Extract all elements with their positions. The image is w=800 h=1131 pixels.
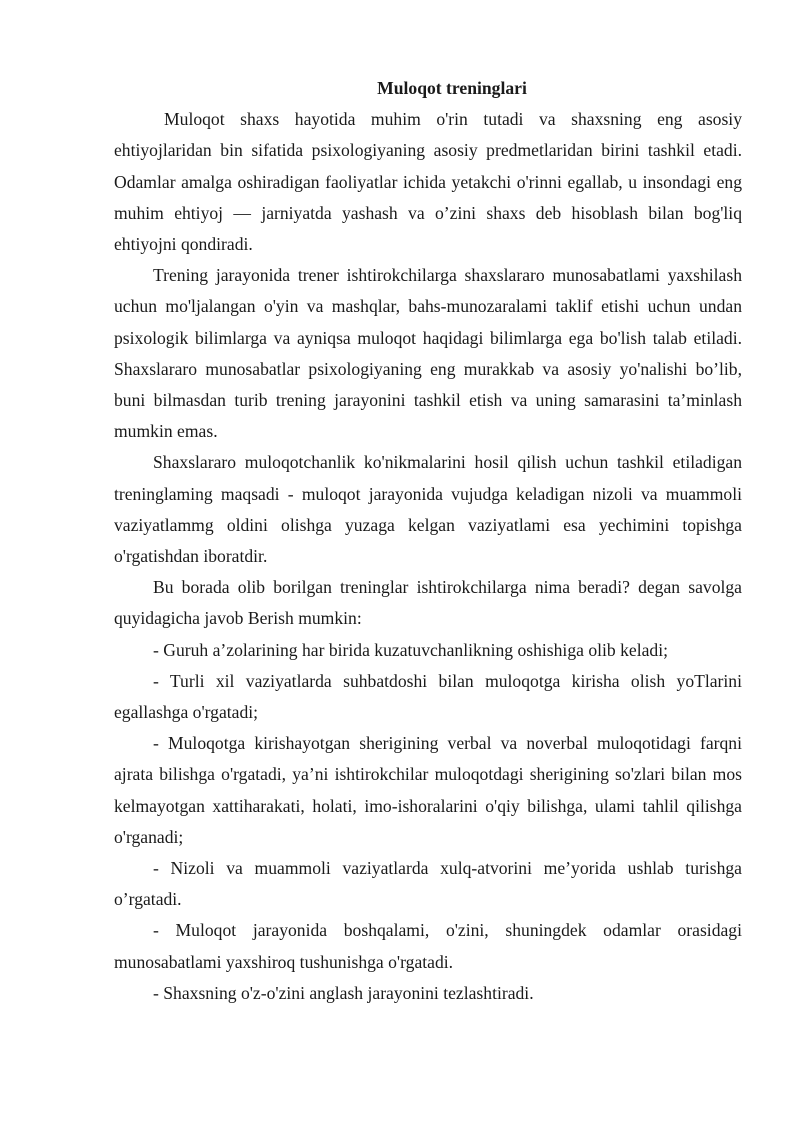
list-item: - Nizoli va muammoli vaziyatlarda xulq-atvorini me’yorida ushlab turishga o’rgatadi. (114, 858, 742, 910)
paragraph-trening: Trening jarayonida trener ishtirokchilarga shaxslararo munosabatlami yaxshilash uchun mo'ljalangan o'yin va mashqlar, bahs-munozaralami taklif etishi uchun undan psixologik bilimlarga va ayniqsa muloqot haqidagi bilimlarga ega bo'lish talab etiladi. Shaxslararo munosabatlar psixologiyaning eng murakkab va asosiy yo'nalishi bo’lib, buni bilmasdan turib trening jarayonini tashkil etish va uning samarasini ta’minlash mumkin emas. (114, 265, 742, 442)
document-title: Muloqot treninglari (377, 78, 527, 98)
paragraph-savol: Bu borada olib borilgan treninglar ishtirokchilarga nima beradi? degan savolga quyidagicha javob Berish mumkin: (114, 577, 742, 629)
paragraph-maqsad: Shaxslararo muloqotchanlik ko'nikmalarini hosil qilish uchun tashkil etiladigan treninglaming maqsadi - muloqot jarayonida vujudga keladigan nizoli va muammoli vaziyatlammg oldini olishga yuzaga kelgan vaziyatlami esa yechimini topishga o'rgatishdan iboratdir. (114, 452, 742, 567)
list-item: - Muloqot jarayonida boshqalami, o'zini, shuningdek odamlar orasidagi munosabatlami yaxshiroq tushunishga o'rgatadi. (114, 920, 742, 972)
list-item: - Muloqotga kirishayotgan sherigining verbal va noverbal muloqotidagi farqni ajrata bilishga o'rgatadi, ya’ni ishtirokchilar muloqotdagi sherigining so'zlari bilan mos kelmayotgan xattiharakati, holati, imo-ishoralarini o'qiy bilishga, ulami tahlil qilishga o'rganadi; (114, 733, 742, 847)
document-body (114, 73, 742, 1009)
list-item: - Shaxsning o'z-o'zini anglash jarayonini tezlashtiradi. (153, 982, 534, 1003)
list-item: - Turli xil vaziyatlarda suhbatdoshi bilan muloqotga kirisha olish yoTlarini egallashga o'rgatadi; (114, 670, 742, 723)
paragraph-intro: Muloqot shaxs hayotida muhim o'rin tutadi va shaxsning eng asosiy ehtiyojlaridan bin sifatida psixologiyaning asosiy predmetlaridan birini tashkil etadi. Odamlar amalga oshiradigan faoliyatlar ichida yetakchi o'rinni egallab, u insondagi eng muhim ehtiyoj — jarniyatda yashash va o’zini shaxs deb hisoblash bilan bog'liq ehtiyojni qondiradi. (114, 109, 742, 255)
list-item: - Guruh a’zolarining har birida kuzatuvchanlikning oshishiga olib keladi; (153, 639, 668, 660)
